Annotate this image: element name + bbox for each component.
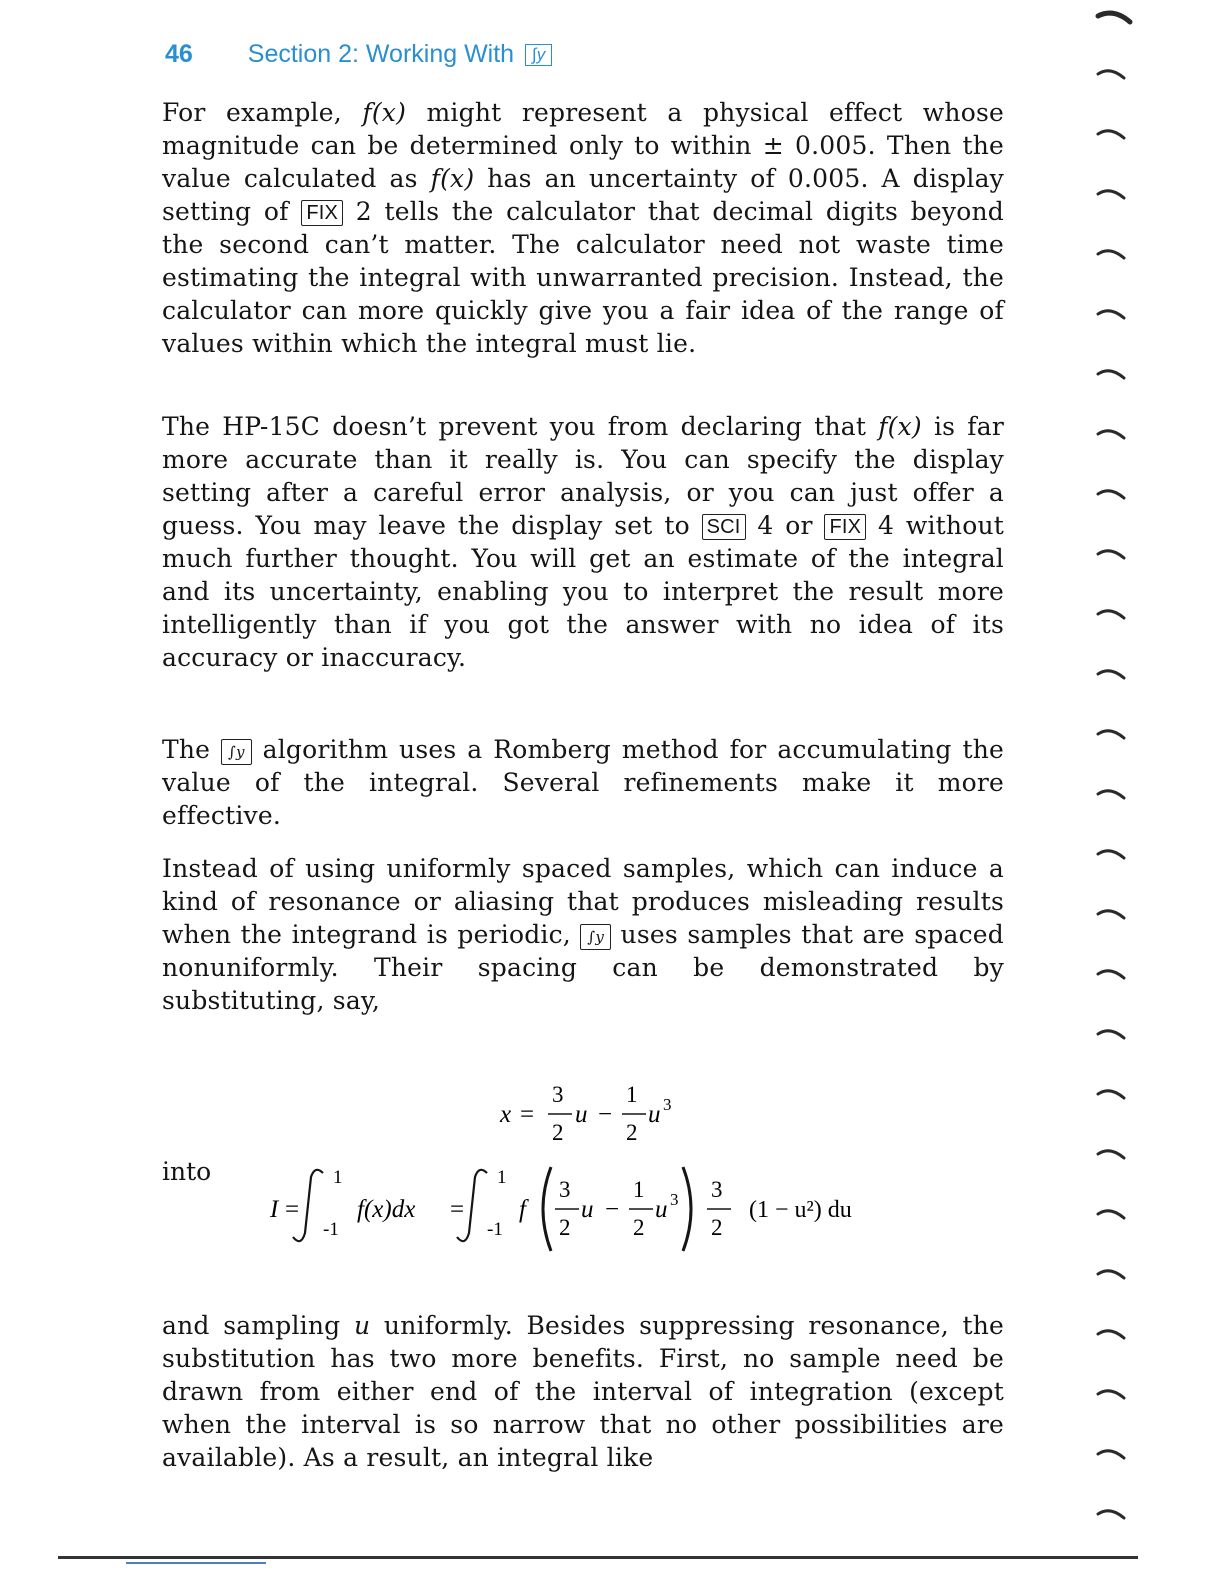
integrate-key-icon-3: ∫y (580, 924, 611, 950)
section-title: Section 2: Working With (247, 40, 515, 68)
eq2-upper-2: 1 (497, 1167, 507, 1188)
integral-equation (265, 1155, 905, 1260)
paragraph-5 (162, 1309, 1004, 1474)
p3-text-b: algorithm uses a Romberg method for accumulating the value of the integral. Several refinements make it more effective. (162, 735, 1004, 830)
binding-ring (1098, 431, 1124, 438)
p4-text-a: Instead of using uniformly spaced samples, which can induce a kind of resonance or aliasing that produces misleading results when the integrand is periodic, (162, 854, 1004, 949)
binding-ring (1098, 1391, 1124, 1398)
binding-ring (1098, 971, 1124, 978)
binding-ring (1098, 671, 1124, 678)
eq1-var1: u (575, 1101, 588, 1128)
binding-ring (1098, 13, 1130, 22)
p3-text-a: The (162, 735, 222, 764)
paragraph-3 (162, 733, 1004, 832)
eq2-tail: (1 − u²) du (749, 1197, 852, 1223)
p2-text-d: 4 without much further thought. You will get an estimate of the integral and its uncertainty, enabling you to interpret the result more intelligently than if you got the answer with no idea of its accuracy or inaccuracy. (162, 511, 1004, 672)
eq2-f: f (519, 1196, 526, 1223)
binding-ring (1098, 1331, 1124, 1338)
eq2-den2: 2 (633, 1215, 645, 1240)
right-paren (683, 1167, 691, 1251)
eq2-I: I (270, 1196, 279, 1223)
eq1-num2: 1 (626, 1082, 638, 1107)
eq2-den3: 2 (711, 1215, 723, 1240)
eq2-lower-1: -1 (323, 1219, 339, 1240)
binding-ring (1098, 1091, 1124, 1098)
eq2-exponent: 3 (670, 1190, 679, 1209)
binding-ring (1098, 851, 1124, 858)
eq1-num1: 3 (552, 1082, 564, 1107)
eq2-u-1: u (581, 1196, 594, 1223)
p2-text-b: is far more accurate than it really is. You can specify the display setting after a careful error analysis, or you can just offer a guess. You may leave the display set to (162, 412, 1004, 540)
binding-ring (1098, 551, 1124, 558)
page-bottom-edge (58, 1556, 1138, 1559)
binding-ring (1098, 251, 1124, 258)
binding-ring (1098, 791, 1124, 798)
binding-ring (1098, 731, 1124, 738)
eq1-equals: = (520, 1101, 535, 1128)
binding-ring (1098, 1151, 1124, 1158)
p4-text-b: uses samples that are spaced nonuniformly. Their spacing can be demonstrated by substituting, say, (162, 920, 1004, 1015)
p2-text-c: 4 or (745, 511, 825, 540)
eq2-fxdx: f(x)dx (357, 1196, 416, 1223)
page-header (165, 40, 552, 69)
fix-key-icon: FIX (301, 200, 343, 226)
integrate-key-icon: ∫y (525, 44, 552, 66)
eq1-exponent: 3 (663, 1095, 672, 1114)
page-number: 46 (165, 40, 193, 68)
eq1-den2: 2 (626, 1120, 638, 1145)
binding-rings (1080, 0, 1160, 1584)
binding-ring (1098, 491, 1124, 498)
eq1-lhs: x (500, 1101, 512, 1128)
eq2-minus: − (605, 1196, 620, 1223)
binding-ring (1098, 191, 1124, 198)
eq2-num2: 1 (633, 1177, 645, 1202)
binding-ring (1098, 611, 1124, 618)
eq2-equals-1: = (285, 1196, 300, 1223)
eq2-lower-2: -1 (487, 1219, 503, 1240)
binding-ring (1098, 131, 1124, 138)
binding-ring (1098, 1511, 1124, 1518)
p5-text-a: and sampling (162, 1311, 354, 1340)
p2-fx: f(x) (878, 412, 922, 441)
paragraph-1 (162, 96, 1004, 360)
fix-key-icon-2: FIX (824, 514, 866, 540)
p1-text-d: 2 tells the calculator that decimal digits beyond the second can’t matter. The calculator need not waste time estimating the integral with unwarranted precision. Instead, the calculator can more quickly give you a fair idea of the range of values within which the integral must lie. (162, 197, 1004, 358)
paragraph-2 (162, 410, 1004, 674)
p1-fx: f(x) (362, 98, 407, 127)
binding-ring (1098, 911, 1124, 918)
integrate-key-icon-2: ∫y (221, 739, 252, 765)
eq2-den1: 2 (559, 1215, 571, 1240)
eq1-den1: 2 (552, 1120, 564, 1145)
eq2-upper-1: 1 (333, 1167, 343, 1188)
p5-text-b: uniformly. Besides suppressing resonance, the substitution has two more benefits. First, no sample need be drawn from either end of the interval of integration (except when the interval is so narrow that no other possibilities are available). As a result, an integral like (162, 1311, 1004, 1472)
binding-ring (1098, 1211, 1124, 1218)
p2-text-a: The HP-15C doesn’t prevent you from declaring that (162, 412, 879, 441)
binding-ring (1098, 71, 1124, 78)
eq2-equals-2: = (450, 1196, 465, 1223)
eq2-u-2: u (655, 1196, 668, 1223)
sci-key-icon: SCI (702, 514, 746, 540)
substitution-equation (480, 1070, 740, 1150)
p1-text-c: has an uncertainty of 0.005. A display setting of (162, 164, 1004, 226)
binding-ring (1098, 1031, 1124, 1038)
binding-ring (1098, 311, 1124, 318)
page-bottom-accent (126, 1562, 266, 1564)
binding-ring (1098, 1451, 1124, 1458)
left-paren (543, 1167, 551, 1251)
paragraph-4 (162, 852, 1004, 1017)
binding-ring (1098, 371, 1124, 378)
binding-ring (1098, 1271, 1124, 1278)
p1-fx2: f(x) (430, 164, 475, 193)
eq1-minus: − (598, 1101, 613, 1128)
eq2-num1: 3 (559, 1177, 571, 1202)
into-label: into (162, 1157, 212, 1186)
p1-text-a: For example, (162, 98, 363, 127)
p5-u: u (354, 1311, 371, 1340)
p1-text-b: might represent a physical effect whose magnitude can be determined only to within ± 0.005. Then the value calculated as (162, 98, 1004, 193)
eq2-num3: 3 (711, 1177, 723, 1202)
eq1-var2: u (648, 1101, 661, 1128)
